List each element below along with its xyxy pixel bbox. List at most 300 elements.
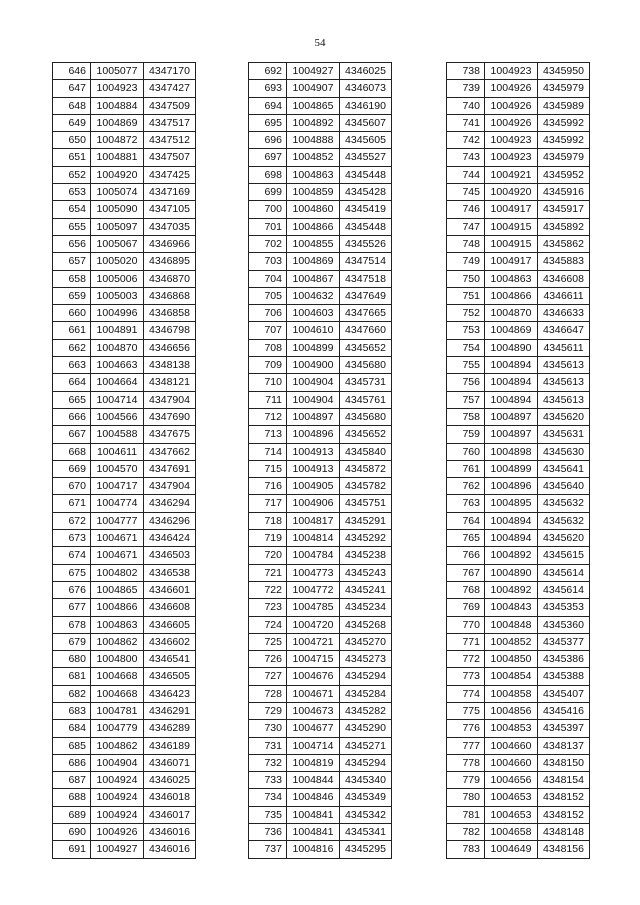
table-row (249, 702, 392, 719)
table-row (447, 132, 590, 149)
y-coordinate-cell: 4348138 (144, 357, 196, 374)
x-coordinate-cell: 1004671 (91, 547, 144, 564)
y-coordinate-cell: 4345341 (340, 824, 392, 841)
point-number-cell: 775 (447, 702, 485, 719)
point-number-cell: 780 (447, 789, 485, 806)
table-row (53, 720, 196, 737)
table-row (53, 702, 196, 719)
y-coordinate-cell: 4345615 (538, 547, 590, 564)
y-coordinate-cell: 4346505 (144, 668, 196, 685)
point-number-cell: 693 (249, 80, 287, 97)
y-coordinate-cell: 4345952 (538, 166, 590, 183)
y-coordinate-cell: 4346423 (144, 685, 196, 702)
x-coordinate-cell: 1004927 (287, 63, 340, 80)
x-coordinate-cell: 1004924 (91, 806, 144, 823)
point-number-cell: 704 (249, 270, 287, 287)
table-row (447, 651, 590, 668)
x-coordinate-cell: 1004784 (287, 547, 340, 564)
x-coordinate-cell: 1005003 (91, 287, 144, 304)
x-coordinate-cell: 1004610 (287, 322, 340, 339)
table-row (53, 564, 196, 581)
table-row (53, 374, 196, 391)
point-number-cell: 760 (447, 443, 485, 460)
x-coordinate-cell: 1004785 (287, 599, 340, 616)
point-number-cell: 765 (447, 530, 485, 547)
x-coordinate-cell: 1004649 (485, 841, 538, 858)
point-number-cell: 761 (447, 460, 485, 477)
x-coordinate-cell: 1004772 (287, 581, 340, 598)
table-row (249, 789, 392, 806)
x-coordinate-cell: 1004870 (485, 305, 538, 322)
point-number-cell: 664 (53, 374, 91, 391)
y-coordinate-cell: 4345630 (538, 443, 590, 460)
y-coordinate-cell: 4346289 (144, 720, 196, 737)
table-row (447, 633, 590, 650)
x-coordinate-cell: 1004814 (287, 530, 340, 547)
x-coordinate-cell: 1004923 (91, 80, 144, 97)
x-coordinate-cell: 1004894 (485, 357, 538, 374)
point-number-cell: 739 (447, 80, 485, 97)
y-coordinate-cell: 4345273 (340, 651, 392, 668)
x-coordinate-cell: 1004866 (485, 287, 538, 304)
x-coordinate-cell: 1004653 (485, 806, 538, 823)
x-coordinate-cell: 1004714 (287, 737, 340, 754)
x-coordinate-cell: 1004866 (287, 218, 340, 235)
table-row (53, 339, 196, 356)
table-row (447, 720, 590, 737)
x-coordinate-cell: 1004660 (485, 737, 538, 754)
point-number-cell: 750 (447, 270, 485, 287)
x-coordinate-cell: 1004865 (91, 581, 144, 598)
y-coordinate-cell: 4345731 (340, 374, 392, 391)
x-coordinate-cell: 1004852 (485, 633, 538, 650)
y-coordinate-cell: 4345428 (340, 184, 392, 201)
y-coordinate-cell: 4347514 (340, 253, 392, 270)
table-row (447, 685, 590, 702)
point-number-cell: 772 (447, 651, 485, 668)
y-coordinate-cell: 4345290 (340, 720, 392, 737)
table-row (53, 80, 196, 97)
coordinates-table-1 (52, 62, 196, 859)
table-row (53, 737, 196, 754)
table-row (53, 235, 196, 252)
table-row (53, 391, 196, 408)
point-number-cell: 667 (53, 426, 91, 443)
table-row (249, 97, 392, 114)
point-number-cell: 727 (249, 668, 287, 685)
point-number-cell: 753 (447, 322, 485, 339)
point-number-cell: 781 (447, 806, 485, 823)
table-row (53, 685, 196, 702)
point-number-cell: 647 (53, 80, 91, 97)
x-coordinate-cell: 1004898 (485, 443, 538, 460)
table-row (447, 616, 590, 633)
table-row (249, 772, 392, 789)
x-coordinate-cell: 1004852 (287, 149, 340, 166)
point-number-cell: 768 (447, 581, 485, 598)
point-number-cell: 767 (447, 564, 485, 581)
y-coordinate-cell: 4345680 (340, 408, 392, 425)
table-row (447, 114, 590, 131)
point-number-cell: 708 (249, 339, 287, 356)
table-row (53, 166, 196, 183)
y-coordinate-cell: 4345294 (340, 668, 392, 685)
point-number-cell: 659 (53, 287, 91, 304)
x-coordinate-cell: 1004846 (287, 789, 340, 806)
y-coordinate-cell: 4347512 (144, 132, 196, 149)
y-coordinate-cell: 4345614 (538, 581, 590, 598)
point-number-cell: 681 (53, 668, 91, 685)
y-coordinate-cell: 4345640 (538, 478, 590, 495)
table-row (447, 339, 590, 356)
x-coordinate-cell: 1004923 (485, 63, 538, 80)
table-row (249, 253, 392, 270)
x-coordinate-cell: 1004859 (287, 184, 340, 201)
point-number-cell: 770 (447, 616, 485, 633)
point-number-cell: 657 (53, 253, 91, 270)
point-number-cell: 675 (53, 564, 91, 581)
table-row (249, 547, 392, 564)
table-row (53, 633, 196, 650)
point-number-cell: 774 (447, 685, 485, 702)
table-row (249, 184, 392, 201)
table-row (249, 426, 392, 443)
point-number-cell: 705 (249, 287, 287, 304)
table-row (249, 651, 392, 668)
x-coordinate-cell: 1004862 (91, 633, 144, 650)
point-number-cell: 706 (249, 305, 287, 322)
point-number-cell: 715 (249, 460, 287, 477)
point-number-cell: 712 (249, 408, 287, 425)
y-coordinate-cell: 4346017 (144, 806, 196, 823)
y-coordinate-cell: 4345340 (340, 772, 392, 789)
point-number-cell: 700 (249, 201, 287, 218)
point-number-cell: 771 (447, 633, 485, 650)
table-row (447, 564, 590, 581)
table-row (53, 305, 196, 322)
x-coordinate-cell: 1004867 (287, 270, 340, 287)
x-coordinate-cell: 1004926 (485, 80, 538, 97)
y-coordinate-cell: 4345632 (538, 512, 590, 529)
table-row (447, 426, 590, 443)
x-coordinate-cell: 1004862 (91, 737, 144, 754)
y-coordinate-cell: 4345992 (538, 114, 590, 131)
x-coordinate-cell: 1004897 (287, 408, 340, 425)
y-coordinate-cell: 4346541 (144, 651, 196, 668)
point-number-cell: 728 (249, 685, 287, 702)
table-row (447, 495, 590, 512)
y-coordinate-cell: 4345680 (340, 357, 392, 374)
point-number-cell: 665 (53, 391, 91, 408)
x-coordinate-cell: 1004892 (287, 114, 340, 131)
point-number-cell: 653 (53, 184, 91, 201)
y-coordinate-cell: 4347690 (144, 408, 196, 425)
x-coordinate-cell: 1004869 (485, 322, 538, 339)
point-number-cell: 669 (53, 460, 91, 477)
x-coordinate-cell: 1004781 (91, 702, 144, 719)
point-number-cell: 656 (53, 235, 91, 252)
point-number-cell: 702 (249, 235, 287, 252)
coordinates-table-2 (248, 62, 392, 859)
x-coordinate-cell: 1004858 (485, 685, 538, 702)
point-number-cell: 678 (53, 616, 91, 633)
x-coordinate-cell: 1005077 (91, 63, 144, 80)
y-coordinate-cell: 4346858 (144, 305, 196, 322)
table-row (249, 305, 392, 322)
x-coordinate-cell: 1004850 (485, 651, 538, 668)
x-coordinate-cell: 1004890 (485, 339, 538, 356)
y-coordinate-cell: 4348137 (538, 737, 590, 754)
table-row (447, 357, 590, 374)
y-coordinate-cell: 4345840 (340, 443, 392, 460)
point-number-cell: 769 (447, 599, 485, 616)
table-row (53, 754, 196, 771)
y-coordinate-cell: 4346071 (144, 754, 196, 771)
x-coordinate-cell: 1004917 (485, 253, 538, 270)
table-row (249, 530, 392, 547)
y-coordinate-cell: 4345607 (340, 114, 392, 131)
x-coordinate-cell: 1004923 (485, 132, 538, 149)
table-row (447, 599, 590, 616)
point-number-cell: 703 (249, 253, 287, 270)
y-coordinate-cell: 4345360 (538, 616, 590, 633)
table-row (249, 581, 392, 598)
table-row (53, 218, 196, 235)
table-row (53, 806, 196, 823)
table-row (249, 754, 392, 771)
x-coordinate-cell: 1004924 (91, 772, 144, 789)
x-coordinate-cell: 1004676 (287, 668, 340, 685)
point-number-cell: 744 (447, 166, 485, 183)
x-coordinate-cell: 1004848 (485, 616, 538, 633)
table-row (53, 97, 196, 114)
table-row (447, 460, 590, 477)
point-number-cell: 722 (249, 581, 287, 598)
table-row (249, 322, 392, 339)
y-coordinate-cell: 4347425 (144, 166, 196, 183)
table-row (53, 599, 196, 616)
table-row (53, 357, 196, 374)
x-coordinate-cell: 1004900 (287, 357, 340, 374)
point-number-cell: 652 (53, 166, 91, 183)
y-coordinate-cell: 4347665 (340, 305, 392, 322)
x-coordinate-cell: 1005097 (91, 218, 144, 235)
point-number-cell: 709 (249, 357, 287, 374)
point-number-cell: 685 (53, 737, 91, 754)
x-coordinate-cell: 1004653 (485, 789, 538, 806)
x-coordinate-cell: 1004881 (91, 149, 144, 166)
y-coordinate-cell: 4345883 (538, 253, 590, 270)
table-row (447, 841, 590, 858)
table-row (53, 270, 196, 287)
point-number-cell: 672 (53, 512, 91, 529)
y-coordinate-cell: 4345291 (340, 512, 392, 529)
x-coordinate-cell: 1004671 (91, 530, 144, 547)
x-coordinate-cell: 1004890 (485, 564, 538, 581)
y-coordinate-cell: 4345613 (538, 357, 590, 374)
x-coordinate-cell: 1004904 (287, 374, 340, 391)
y-coordinate-cell: 4345342 (340, 806, 392, 823)
point-number-cell: 682 (53, 685, 91, 702)
x-coordinate-cell: 1004854 (485, 668, 538, 685)
x-coordinate-cell: 1004853 (485, 720, 538, 737)
x-coordinate-cell: 1004921 (485, 166, 538, 183)
table-row (249, 408, 392, 425)
x-coordinate-cell: 1004896 (287, 426, 340, 443)
y-coordinate-cell: 4345989 (538, 97, 590, 114)
table-row (249, 564, 392, 581)
x-coordinate-cell: 1004566 (91, 408, 144, 425)
point-number-cell: 658 (53, 270, 91, 287)
x-coordinate-cell: 1004802 (91, 564, 144, 581)
y-coordinate-cell: 4346424 (144, 530, 196, 547)
point-number-cell: 711 (249, 391, 287, 408)
x-coordinate-cell: 1004632 (287, 287, 340, 304)
point-number-cell: 733 (249, 772, 287, 789)
y-coordinate-cell: 4345979 (538, 149, 590, 166)
point-number-cell: 732 (249, 754, 287, 771)
x-coordinate-cell: 1004816 (287, 841, 340, 858)
y-coordinate-cell: 4348152 (538, 789, 590, 806)
point-number-cell: 668 (53, 443, 91, 460)
table-row (447, 478, 590, 495)
point-number-cell: 713 (249, 426, 287, 443)
y-coordinate-cell: 4345917 (538, 201, 590, 218)
point-number-cell: 738 (447, 63, 485, 80)
table-row (249, 201, 392, 218)
point-number-cell: 679 (53, 633, 91, 650)
y-coordinate-cell: 4347509 (144, 97, 196, 114)
y-coordinate-cell: 4347691 (144, 460, 196, 477)
y-coordinate-cell: 4347649 (340, 287, 392, 304)
point-number-cell: 670 (53, 478, 91, 495)
x-coordinate-cell: 1004915 (485, 235, 538, 252)
table-row (447, 530, 590, 547)
y-coordinate-cell: 4345292 (340, 530, 392, 547)
point-number-cell: 671 (53, 495, 91, 512)
point-number-cell: 646 (53, 63, 91, 80)
y-coordinate-cell: 4345419 (340, 201, 392, 218)
y-coordinate-cell: 4346605 (144, 616, 196, 633)
y-coordinate-cell: 4345862 (538, 235, 590, 252)
y-coordinate-cell: 4345605 (340, 132, 392, 149)
x-coordinate-cell: 1004841 (287, 824, 340, 841)
x-coordinate-cell: 1004658 (485, 824, 538, 841)
table-row (249, 824, 392, 841)
table-row (53, 114, 196, 131)
x-coordinate-cell: 1004996 (91, 305, 144, 322)
point-number-cell: 697 (249, 149, 287, 166)
table-row (447, 201, 590, 218)
point-number-cell: 680 (53, 651, 91, 668)
y-coordinate-cell: 4348154 (538, 772, 590, 789)
table-row (249, 374, 392, 391)
table-row (53, 841, 196, 858)
table-row (249, 357, 392, 374)
y-coordinate-cell: 4347660 (340, 322, 392, 339)
table-row (53, 63, 196, 80)
x-coordinate-cell: 1004817 (287, 512, 340, 529)
table-row (249, 599, 392, 616)
y-coordinate-cell: 4345620 (538, 530, 590, 547)
y-coordinate-cell: 4346895 (144, 253, 196, 270)
y-coordinate-cell: 4345992 (538, 132, 590, 149)
y-coordinate-cell: 4345527 (340, 149, 392, 166)
point-number-cell: 730 (249, 720, 287, 737)
x-coordinate-cell: 1004673 (287, 702, 340, 719)
y-coordinate-cell: 4345271 (340, 737, 392, 754)
x-coordinate-cell: 1004714 (91, 391, 144, 408)
x-coordinate-cell: 1004906 (287, 495, 340, 512)
x-coordinate-cell: 1004865 (287, 97, 340, 114)
point-number-cell: 650 (53, 132, 91, 149)
point-number-cell: 743 (447, 149, 485, 166)
point-number-cell: 660 (53, 305, 91, 322)
table-row (447, 270, 590, 287)
table-row (447, 287, 590, 304)
table-row (249, 478, 392, 495)
table-row (447, 547, 590, 564)
table-row (249, 737, 392, 754)
x-coordinate-cell: 1004926 (485, 114, 538, 131)
y-coordinate-cell: 4346538 (144, 564, 196, 581)
table-row (53, 789, 196, 806)
x-coordinate-cell: 1004884 (91, 97, 144, 114)
point-number-cell: 754 (447, 339, 485, 356)
x-coordinate-cell: 1004924 (91, 789, 144, 806)
table-row (447, 824, 590, 841)
y-coordinate-cell: 4345614 (538, 564, 590, 581)
x-coordinate-cell: 1004863 (287, 166, 340, 183)
y-coordinate-cell: 4346018 (144, 789, 196, 806)
y-coordinate-cell: 4346025 (144, 772, 196, 789)
y-coordinate-cell: 4345526 (340, 235, 392, 252)
y-coordinate-cell: 4345284 (340, 685, 392, 702)
y-coordinate-cell: 4346656 (144, 339, 196, 356)
table-row (53, 149, 196, 166)
point-number-cell: 764 (447, 512, 485, 529)
point-number-cell: 740 (447, 97, 485, 114)
y-coordinate-cell: 4345916 (538, 184, 590, 201)
point-number-cell: 766 (447, 547, 485, 564)
table-row (447, 789, 590, 806)
point-number-cell: 731 (249, 737, 287, 754)
y-coordinate-cell: 4345353 (538, 599, 590, 616)
y-coordinate-cell: 4346868 (144, 287, 196, 304)
x-coordinate-cell: 1005090 (91, 201, 144, 218)
table-row (53, 530, 196, 547)
point-number-cell: 782 (447, 824, 485, 841)
point-number-cell: 723 (249, 599, 287, 616)
point-number-cell: 776 (447, 720, 485, 737)
coordinates-table-3 (446, 62, 590, 859)
table-row (249, 391, 392, 408)
y-coordinate-cell: 4346966 (144, 235, 196, 252)
x-coordinate-cell: 1004843 (485, 599, 538, 616)
point-number-cell: 677 (53, 599, 91, 616)
y-coordinate-cell: 4347518 (340, 270, 392, 287)
point-number-cell: 751 (447, 287, 485, 304)
table-row (249, 668, 392, 685)
table-row (53, 616, 196, 633)
x-coordinate-cell: 1004894 (485, 374, 538, 391)
table-row (249, 114, 392, 131)
y-coordinate-cell: 4345652 (340, 426, 392, 443)
y-coordinate-cell: 4348150 (538, 754, 590, 771)
y-coordinate-cell: 4345652 (340, 339, 392, 356)
table-row (53, 772, 196, 789)
x-coordinate-cell: 1004777 (91, 512, 144, 529)
